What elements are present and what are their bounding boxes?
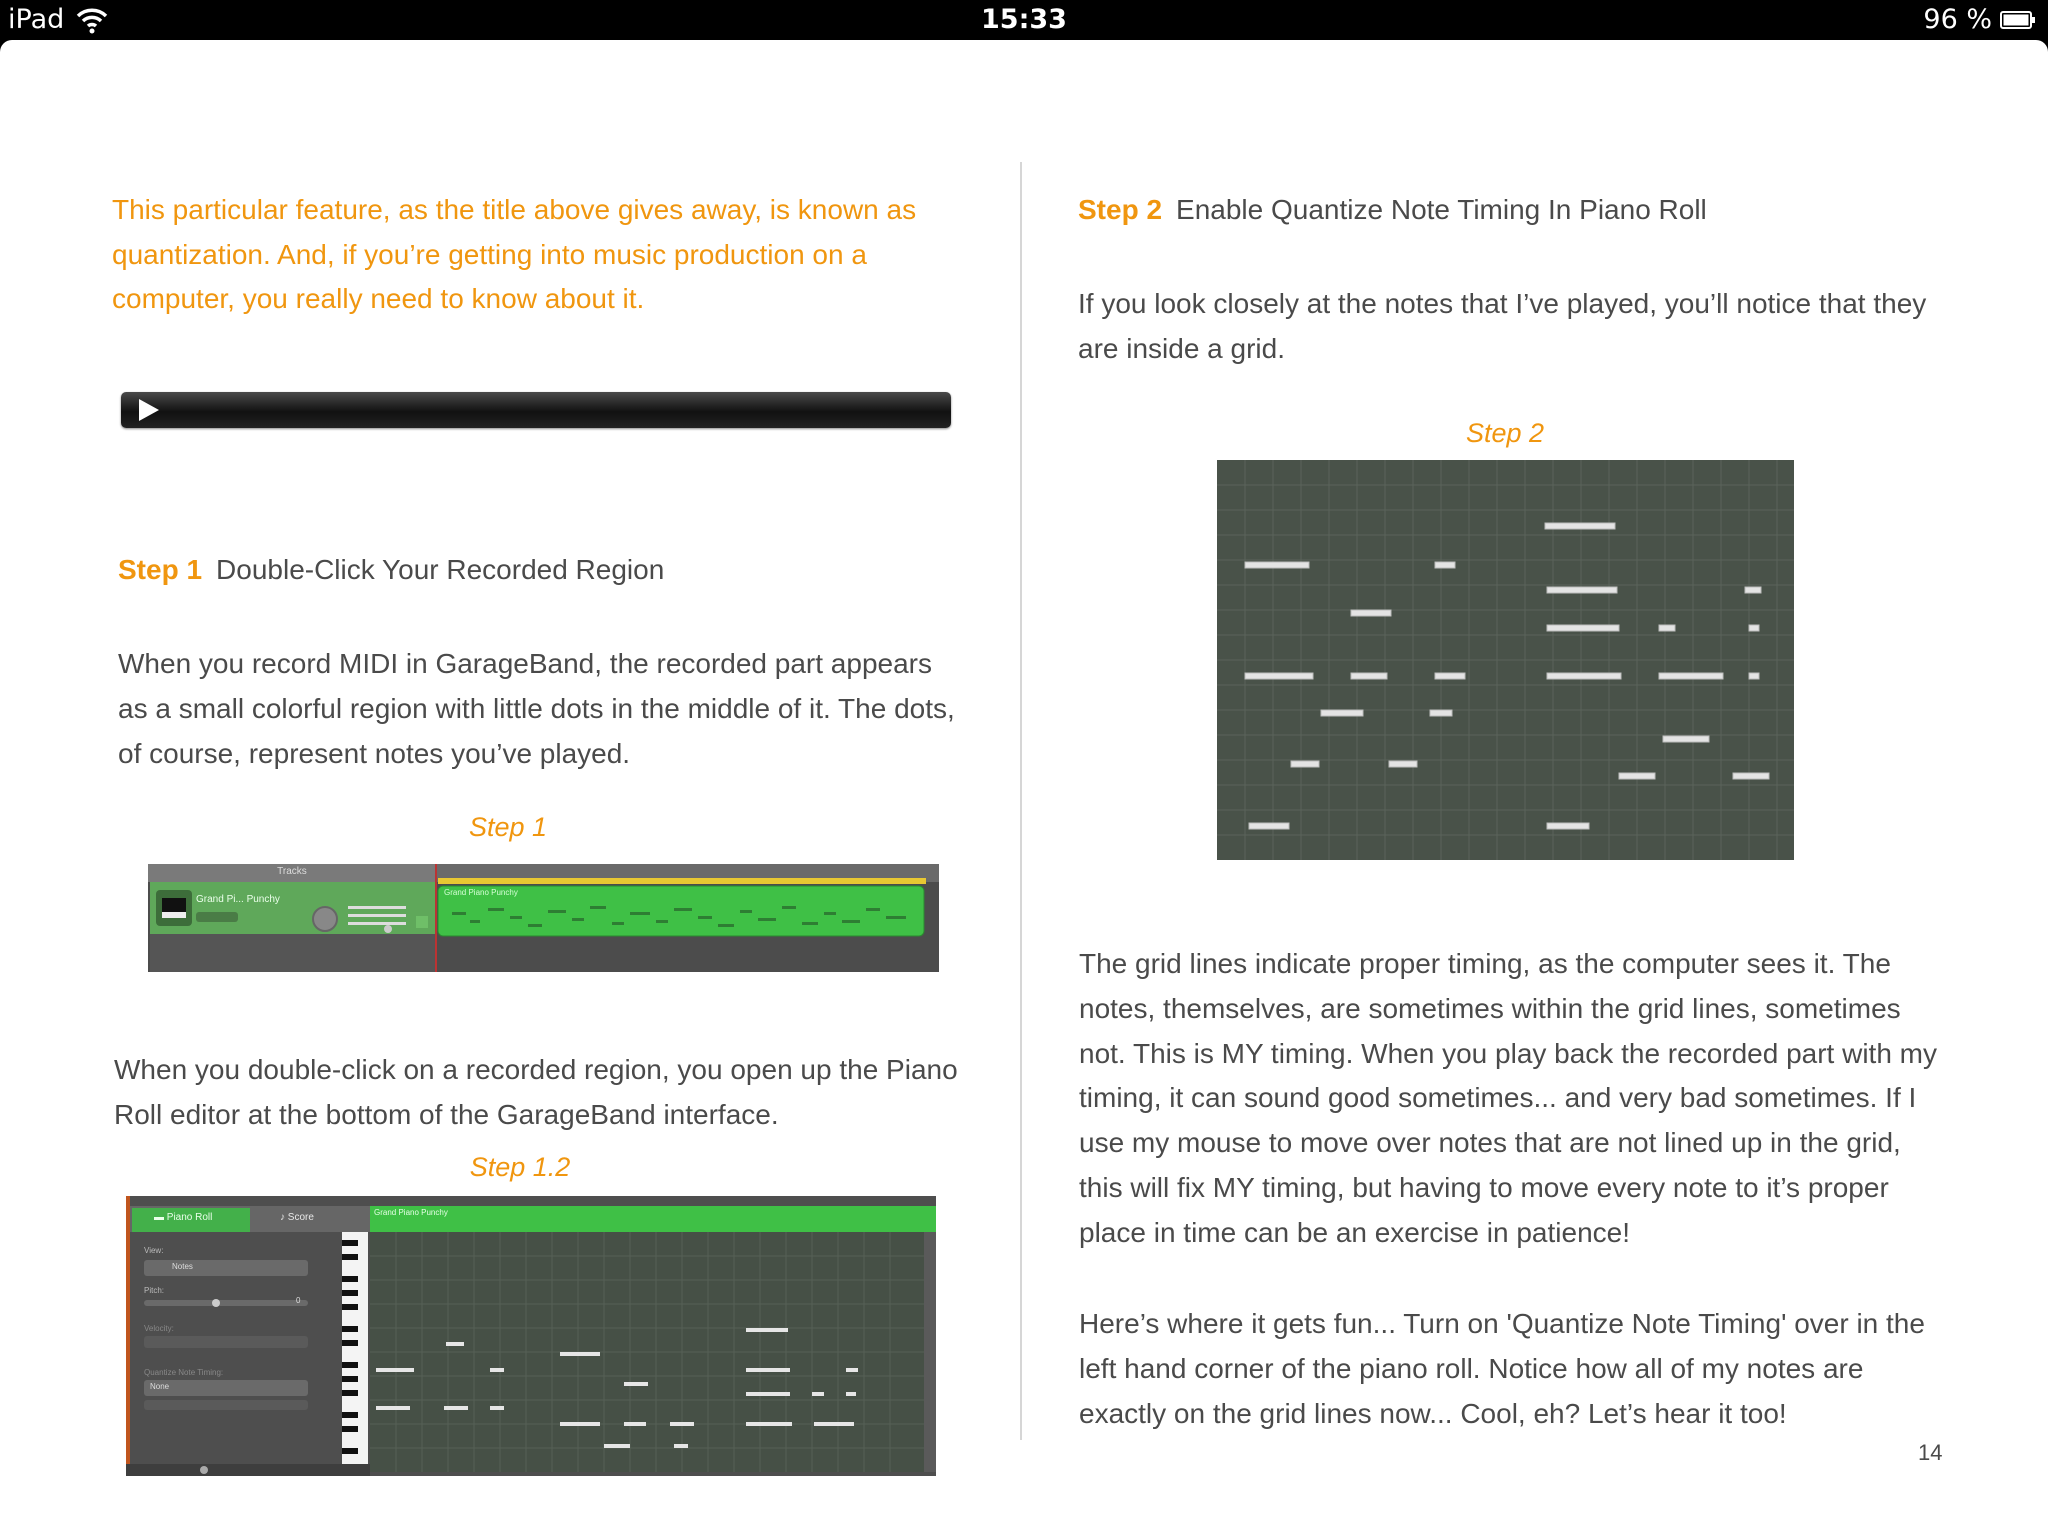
book-page: [0, 40, 2048, 1536]
tab-score[interactable]: [280, 1212, 314, 1223]
audio-player[interactable]: [121, 392, 951, 428]
tab-piano-roll[interactable]: [154, 1212, 212, 1223]
step1-caption: Step 1: [468, 812, 548, 842]
step1-title: Double-Click Your Recorded Region: [216, 554, 665, 585]
step2-body3: Here’s where it gets fun... Turn on 'Quantize Note Timing' over in the left hand corner of the piano roll. Notice how all of my notes are exactly on the grid lines now... Cool, eh? Let’s hear it too!: [1079, 1308, 1925, 1429]
tab-score-label: Score: [287, 1212, 314, 1223]
region-name-label: Grand Piano Punchy: [444, 888, 518, 897]
velocity-label: Velocity:: [144, 1324, 174, 1333]
step2-figure: [1217, 460, 1794, 860]
step2-number: Step 2: [1078, 194, 1163, 225]
step2-body: If you look closely at the notes that I’ve played, you’ll notice that they are inside a grid.: [1078, 288, 1927, 364]
status-bar: [0, 0, 2048, 40]
step12-caption: Step 1.2: [469, 1152, 571, 1182]
step1-figure: [148, 864, 939, 972]
quantize-label: Quantize Note Timing:: [144, 1368, 224, 1377]
view-select[interactable]: Notes: [172, 1262, 193, 1271]
tracks-header-label: Tracks: [277, 866, 307, 877]
step2-title: Enable Quantize Note Timing In Piano Roll: [1176, 194, 1707, 225]
battery-percent: 96 %: [1923, 4, 1992, 35]
battery-icon: [2000, 10, 2036, 30]
piano-roll-region-name: Grand Piano Punchy: [374, 1208, 448, 1217]
pitch-value: 0: [296, 1296, 301, 1305]
step2-heading: [1078, 194, 1707, 226]
view-label: View:: [144, 1246, 164, 1255]
step1-body2: When you double-click on a recorded region, you open up the Piano Roll editor at the bottom of the GarageBand interface.: [114, 1054, 958, 1130]
intro-text: This particular feature, as the title above gives away, is known as quantization. And, if you’re getting into music production on a computer, you really need to know about it.: [112, 194, 917, 314]
column-divider: [1020, 162, 1022, 1440]
step1-body: When you record MIDI in GarageBand, the recorded part appears as a small colorful region with little dots in the middle of it. The dots, of course, represent notes you’ve played.: [118, 648, 955, 769]
step12-figure: [126, 1196, 936, 1476]
page-number: 14: [1918, 1440, 1943, 1465]
step1-number: Step 1: [118, 554, 203, 585]
step1-heading: [118, 554, 664, 586]
step2-body2: The grid lines indicate proper timing, as the computer sees it. The notes, themselves, are sometimes within the grid lines, sometimes not. This is MY timing. When you play back the recorded part with my timing, it can sound good sometimes... and very bad sometimes. If I use my mouse to move over notes that are not lined up in the grid, this will fix MY timing, but having to move every note to it’s proper place in time can be an exercise in patience!: [1079, 948, 1938, 1248]
carrier-label: iPad: [8, 4, 65, 35]
clock: 15:33: [981, 4, 1067, 35]
tab-piano-roll-label: Piano Roll: [166, 1212, 213, 1223]
play-icon[interactable]: [139, 399, 159, 421]
step2-caption: Step 2: [1465, 418, 1545, 448]
quantize-select[interactable]: None: [150, 1382, 170, 1391]
pitch-label: Pitch:: [144, 1286, 165, 1295]
note-icon: ♪: [280, 1212, 288, 1223]
piano-roll-icon: ▬: [154, 1212, 167, 1223]
track-name-label: Grand Pi... Punchy: [196, 894, 280, 905]
